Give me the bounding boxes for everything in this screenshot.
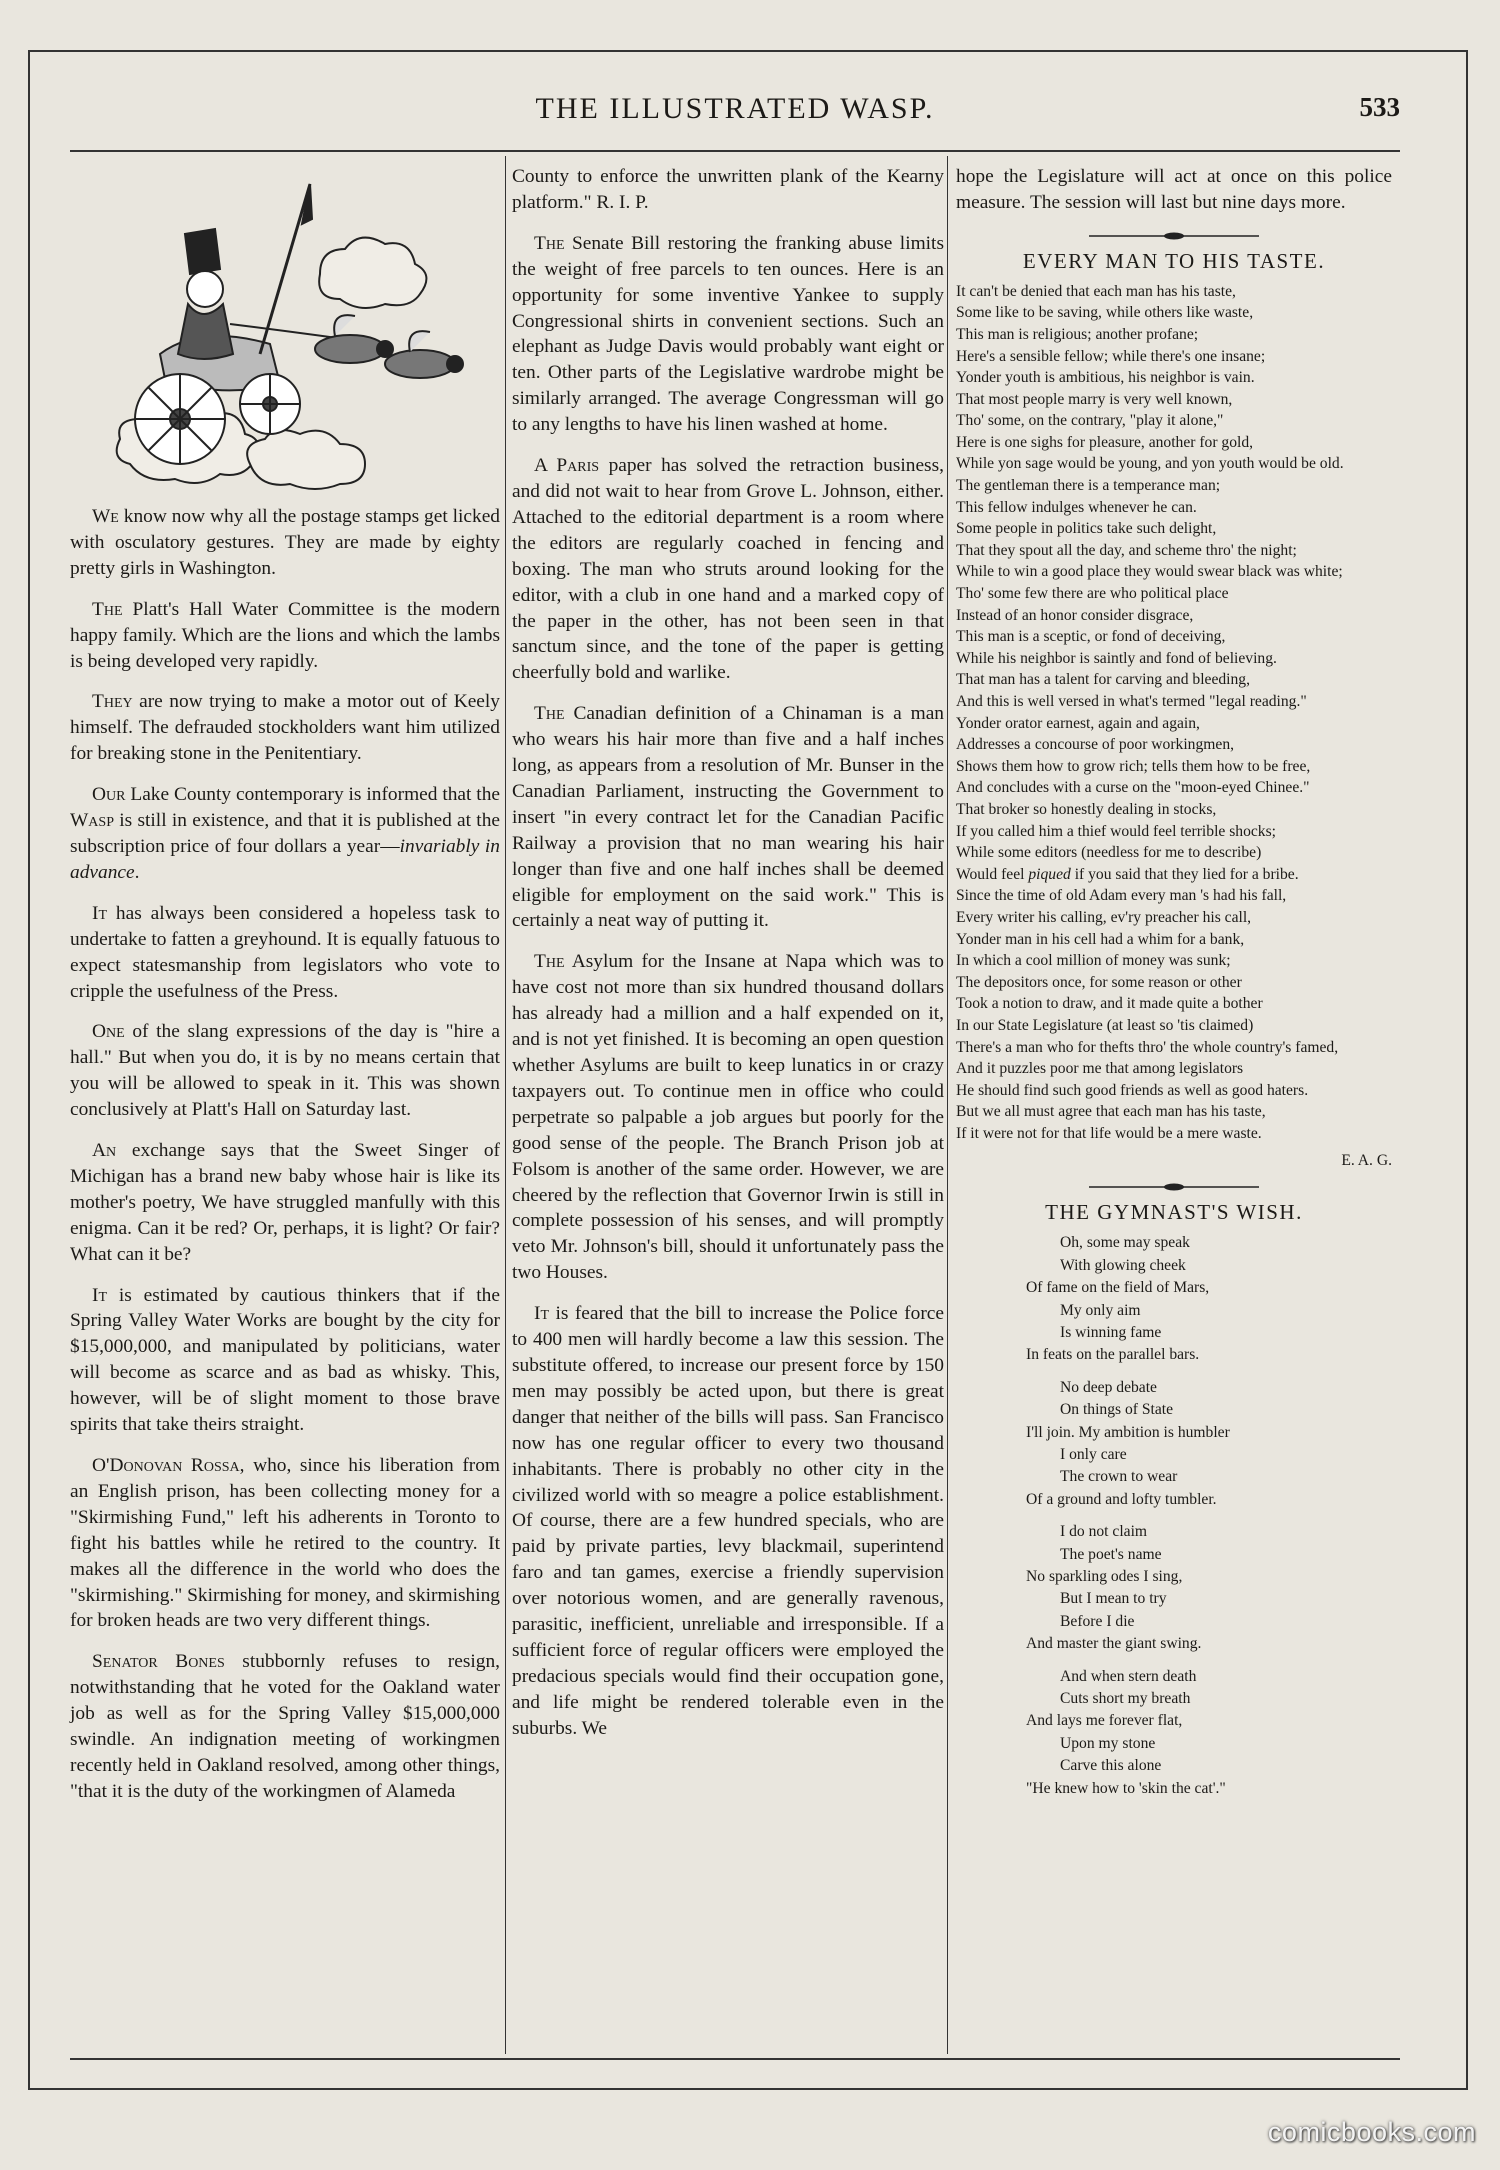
page-title: THE ILLUSTRATED WASP. [535,92,935,125]
divider-ornament [1089,231,1259,241]
poem-line: Oh, some may speak [1060,1234,1190,1252]
poem-line: That broker so honestly dealing in stocks, [956,800,1217,818]
paragraph: They are now trying to make a motor out of Keely himself. The defrauded stockholders want him utilized for breaking stone in the Penitentiary. [70,691,500,765]
poem-line: Here's a sensible fellow; while there's one insane; [956,347,1266,365]
poem-line: Addresses a concourse of poor workingmen, [956,736,1235,754]
poem-gymnasts-wish [956,1232,1392,1800]
poem-line: Upon my stone [1060,1734,1156,1752]
poem-line: I do not claim [1060,1523,1148,1541]
column-2 [512,164,944,1757]
poem-line: That they spout all the day, and scheme thro' the night; [956,541,1297,559]
poem-line: The crown to wear [1060,1468,1178,1486]
poem-line: Since the time of old Adam every man 's had his fall, [956,887,1287,905]
poem-line: That man has a talent for carving and bleeding, [956,671,1251,689]
poem-signature: E. A. G. [1341,1152,1392,1170]
poem-line: My only aim [1060,1301,1141,1319]
poem-line: And concludes with a curse on the "moon-eyed Chinee." [956,779,1310,797]
poem-line: But I mean to try [1060,1590,1167,1608]
column-rule [505,156,506,2054]
column-3 [956,164,1392,1810]
poem-line: This man is a sceptic, or fond of deceiving, [956,628,1226,646]
poem-line: This man is religious; another profane; [956,325,1199,343]
poem-line: Carve this alone [1060,1757,1162,1775]
paragraph: O'Donovan Rossa, who, since his liberation from an English prison, has been collecting money for a "Skirmishing Fund," left his adherents in Toronto to fight his battles while he retired to the country. It makes all the difference in the world who does the "skirmishing." Skirmishing for money, and skirmishing for broken heads are two very different things. [70,1455,501,1632]
poem-line: Of fame on the field of Mars, [1026,1279,1210,1297]
poem-line: While some editors (needless for me to describe) [956,844,1262,862]
poem-line: And when stern death [1060,1667,1197,1685]
poem-line: This fellow indulges whenever he can. [956,498,1197,516]
page-number: 533 [1359,92,1400,122]
paragraph: It is estimated by cautious thinkers that if the Spring Valley Water Works are bought by the city for $15,000,000, and manipulated by politicians, water will become as scarce and as bad as whisky. This, however, will be of slight moment to those brave spirits that take theirs straight. [70,1284,500,1436]
poem-line: With glowing cheek [1060,1256,1186,1274]
paragraph: It has always been considered a hopeless task to undertake to fatten a greyhound. It is equally fatuous to expect statesmanship from legislators who vote to cripple the usefulness of the Press. [70,902,500,1002]
poem-every-man [956,281,1392,1145]
poem-stanza [1026,1232,1392,1366]
paragraph: The Canadian definition of a Chinaman is a man who wears his hair more than five and a half inches long, as appears from a resolution of Mr. Bunser in the Canadian Parliament, instructing the Government to insert "in every contract let for the Canadian Pacific Railway a provision that no man wearing his hair longer than five and one half inches shall be deemed eligible for employment on the said work." This is certainly a neat way of putting it. [512,703,944,932]
poem-line: In feats on the parallel bars. [1026,1346,1200,1364]
poem-line: Is winning fame [1060,1323,1162,1341]
paragraph: Senator Bones stubbornly refuses to resign, notwithstanding that he voted for the Oakland water job as well as for the Spring Valley $15,000,000 swindle. An indignation meeting of workingmen recently held in Oakland resolved, among other things, "that it is the duty of the workingmen of Alameda [70,1651,501,1802]
paragraph: The Senate Bill restoring the franking abuse limits the weight of free parcels to ten ounces. Here is an opportunity for some inventive Yankee to supply Congressional shirts in convenient sections. Such an elephant as Judge Davis would probably want eight or ten. Other parts of the Legislative wardrobe might be similarly arranged. The average Congressman will go to any lengths to have his linen washed at home. [512,232,944,436]
paragraph: An exchange says that the Sweet Singer of Michigan has a brand new baby whose hair is like its mother's poetry, We have struggled manfully with this enigma. Can it be red? Or, perhaps, it is light? Or fair? What can it be? [70,1140,500,1265]
poem-line: While his neighbor is saintly and fond of believing. [956,649,1277,667]
poem-line: That most people marry is very well known, [956,390,1233,408]
poem-line: On things of State [1060,1401,1174,1419]
poem-title: THE GYMNAST'S WISH. [1045,1200,1303,1225]
poem-line: If you called him a thief would feel terrible shocks; [956,822,1276,840]
column-1 [70,164,500,1820]
poem-line: The depositors once, for some reason or other [956,973,1242,991]
poem-line: Of a ground and lofty tumbler. [1026,1490,1217,1508]
poem-line: Instead of an honor consider disgrace, [956,606,1194,624]
divider-ornament [1089,1182,1259,1192]
poem-line: Yonder orator earnest, again and again, [956,714,1200,732]
poem-line: And master the giant swing. [1026,1635,1202,1653]
paragraph: It is feared that the bill to increase the Police force to 400 men will hardly become a law this session. The substitute offered, to increase our present force by 150 men may possibly be acted upon, but there is great danger that neither of the bills will pass. San Francisco now has one regular officer to every two thousand inhabitants. There is probably no other city in the civilized world with so meagre a police establishment. Of course, there are a few hundred specials, who are paid by private parties, levy blackmail, superintend faro and tan games, exercise a friendly supervision over notorious women, and are generally ravenous, parasitic, inefficient, unreliable and irresponsible. If a sufficient force of regular officers were employed the predacious specials would find their occupation gone, and life might be rendered tolerable even in the suburbs. We [512,1303,944,1739]
poem-line: Before I die [1060,1612,1135,1630]
poem-stanza [1026,1666,1392,1800]
paragraph: One of the slang expressions of the day is "hire a hall." But when you do, it is by no means certain that you will be allowed to speak in it. This was shown conclusively at Platt's Hall on Saturday last. [70,1021,500,1121]
poem-line: Would feel piqued if you said that they lied for a bribe. [956,865,1299,883]
wasp-chariot-illustration [70,164,500,494]
poem-line: And it puzzles poor me that among legislators [956,1060,1244,1078]
poem-line: But we all must agree that each man has his taste, [956,1103,1266,1121]
poem-line: In our State Legislature (at least so 'tis claimed) [956,1016,1254,1034]
poem-line: The poet's name [1060,1545,1162,1563]
poem-line: While yon sage would be young, and yon youth would be old. [956,455,1344,473]
poem-line: Took a notion to draw, and it made quite a bother [956,995,1263,1013]
header-rule [70,150,1400,152]
poem-line: While to win a good place they would swear black was white; [956,563,1343,581]
poem-line: And this is well versed in what's termed "legal reading." [956,693,1307,710]
poem-line: Every writer his calling, ev'ry preacher his call, [956,908,1252,926]
poem-line: No sparkling odes I sing, [1026,1567,1183,1585]
poem-line: In which a cool million of money was sunk; [956,952,1231,970]
paragraph: A Paris paper has solved the retraction business, and did not wait to hear from Grove L. Johnson, either. Attached to the editorial department is a room where the editors are regularly coached in fencing and boxing. The man who struts around looking for the editor, with a club in one hand and a marked copy of the paper in the other, has not been seen in that sanctum since, and the tone of the paper is getting cheerfully bold and warlike. [512,455,944,684]
poem-line: No deep debate [1060,1378,1157,1396]
poem-line: There's a man who for thefts thro' the whole country's famed, [956,1038,1339,1056]
column-rule [947,156,948,2054]
poem-line: Tho' some, on the contrary, "play it alone," [956,412,1224,430]
poem-line: The gentleman there is a temperance man; [956,477,1221,495]
poem-title: EVERY MAN TO HIS TASTE. [1022,248,1326,273]
paragraph: The Asylum for the Insane at Napa which was to have cost not more than six hundred thousand dollars has already had a million and a half expended on it, and is not yet finished. It is becoming an open question whether Asylums are built to keep lunatics in or crazy taxpayers out. To continue men in office who could perpetrate so palpable a job argues but poorly for the good sense of the people. The Branch Prison job at Folsom is another of the same order. However, we are cheered by the reflection that Governor Irwin is still in complete possession of his senses, and will promptly veto Mr. Johnson's bill, should it unfortunately pass the two Houses. [512,951,944,1284]
paragraph: County to enforce the unwritten plank of the Kearny platform." R. I. P. [512,166,944,213]
poem-line: And lays me forever flat, [1026,1712,1183,1730]
poem-line: "He knew how to 'skin the cat'." [1026,1779,1226,1797]
paragraph: hope the Legislature will act at once on this police measure. The session will last but nine days more. [956,166,1392,213]
poem-line: Cuts short my breath [1060,1690,1191,1707]
page-header [70,88,1400,148]
poem-line: I only care [1060,1445,1127,1463]
poem-line: Yonder man in his cell had a whim for a bank, [956,930,1245,948]
poem-line: I'll join. My ambition is humbler [1026,1423,1230,1441]
poem-line: Yonder youth is ambitious, his neighbor is vain. [956,369,1255,387]
poem-line: Here is one sighs for pleasure, another for gold, [956,433,1254,451]
paragraph: We know now why all the postage stamps get licked with osculatory gestures. They are made by eighty pretty girls in Washington. [70,506,500,579]
poem-stanza [1026,1377,1392,1511]
watermark: comicbooks.com [1267,2117,1476,2147]
poem-line: Some people in politics take such delight, [956,520,1217,538]
poem-line: Tho' some few there are who political place [956,585,1229,603]
poem-line: He should find such good friends as well as good haters. [956,1081,1309,1099]
poem-stanza [1026,1521,1392,1655]
poem-line: Some like to be saving, while others like waste, [956,304,1254,322]
poem-line: If it were not for that life would be a mere waste. [956,1124,1262,1142]
poem-line: Shows them how to grow rich; tells them how to be free, [956,757,1311,775]
paragraph: Our Lake County contemporary is informed that the Wasp is still in existence, and that it is published at the subscription price of four dollars a year—invariably in advance. [70,784,500,883]
paragraph: The Platt's Hall Water Committee is the modern happy family. Which are the lions and which the lambs is being developed very rapidly. [70,598,500,672]
bottom-rule [70,2058,1400,2060]
poem-line: It can't be denied that each man has his taste, [956,282,1236,300]
